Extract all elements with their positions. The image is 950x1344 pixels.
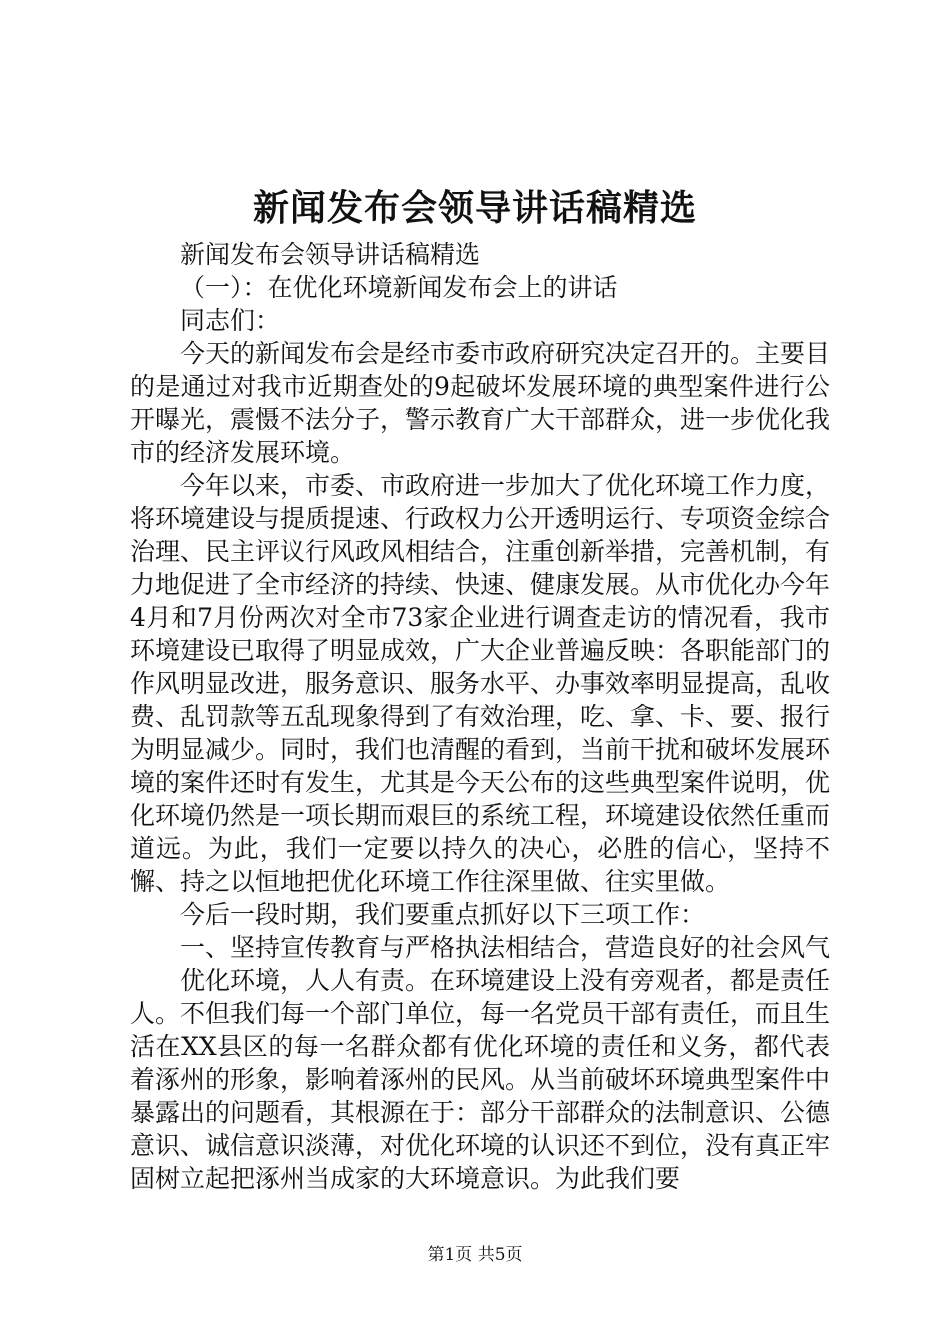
section-heading: （一）：在优化环境新闻发布会上的讲话 [180,273,618,302]
document-title: 新闻发布会领导讲话稿精选 [252,187,697,229]
document-body [130,238,830,1195]
point-heading: 一、坚持宣传教育与严格执法相结合，营造良好的社会风气 [180,933,831,962]
body-paragraph: 优化环境，人人有责。在环境建设上没有旁观者，都是责任人。不但我们每一个部门单位，每一名党员干部有责任，而且生活在XX县区的每一名群众都有优化环境的责任和义务，都代表着涿州的形象，影响着涿州的民风。从当前破坏环境典型案件中暴露出的问题看，其根源在于：部分干部群众的法制意识、公德意识、诚信意识淡薄，对优化环境的认识还不到位，没有真正牢固树立起把涿州当成家的大环境意识。为此我们要 [130,966,831,1193]
page-number-footer: 第1页 共5页 [427,1245,523,1265]
body-paragraph: 今后一段时期，我们要重点抓好以下三项工作： [180,900,706,929]
subtitle-paragraph: 新闻发布会领导讲话稿精选 [180,240,481,269]
salutation: 同志们： [180,306,281,335]
body-paragraph: 今年以来，市委、市政府进一步加大了优化环境工作力度，将环境建设与提质提速、行政权力公开透明运行、专项资金综合治理、民主评议行风政风相结合，注重创新举措，完善机制，有力地促进了全市经济的持续、快速、健康发展。从市优化办今年4月和7月份两次对全市73家企业进行调查走访的情况看，我市环境建设已取得了明显成效，广大企业普遍反映：各职能部门的作风明显改进，服务意识、服务水平、办事效率明显提高，乱收费、乱罚款等五乱现象得到了有效治理，吃、拿、卡、要、报行为明显减少。同时，我们也清醒的看到，当前干扰和破坏发展环境的案件还时有发生，尤其是今天公布的这些典型案件说明，优化环境仍然是一项长期而艰巨的系统工程，环境建设依然任重而道远。为此，我们一定要以持久的决心，必胜的信心，坚持不懈、持之以恒地把优化环境工作往深里做、往实里做。 [130,471,831,896]
body-paragraph: 今天的新闻发布会是经市委市政府研究决定召开的。主要目的是通过对我市近期查处的9起破坏发展环境的典型案件进行公开曝光，震慑不法分子，警示教育广大干部群众，进一步优化我市的经济发展环境。 [130,339,831,467]
